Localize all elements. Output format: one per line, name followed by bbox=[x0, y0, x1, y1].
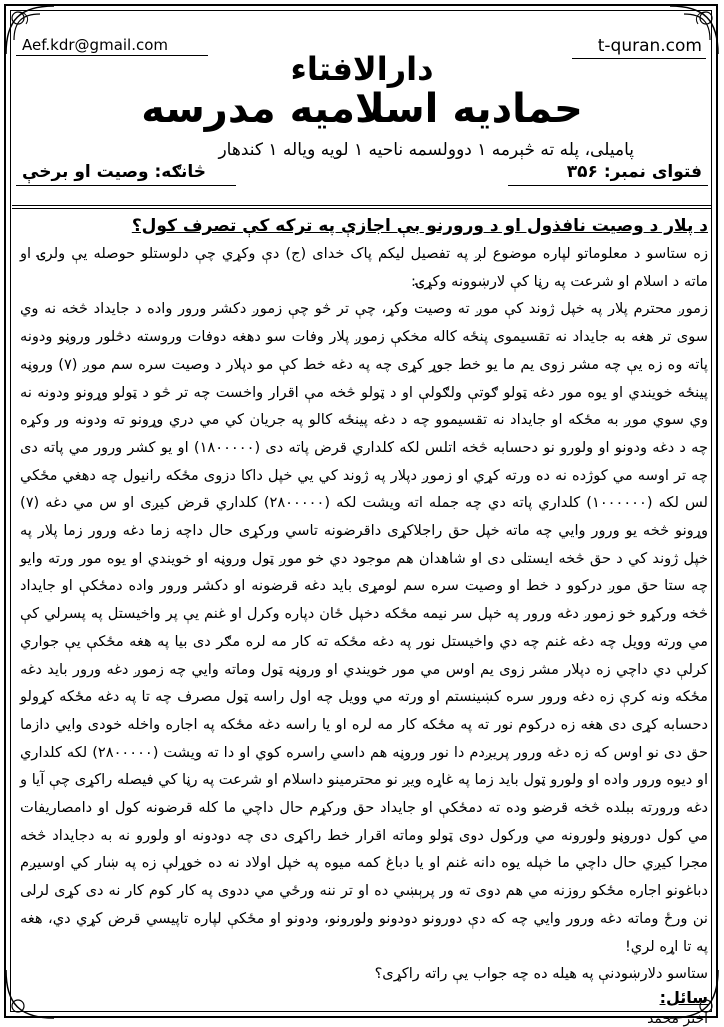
divider bbox=[16, 185, 236, 186]
contact-email[interactable]: Aef.kdr@gmail.com bbox=[22, 36, 169, 54]
fatwa-number: فتوای نمبر: ۳۵۶ bbox=[566, 162, 702, 182]
paragraph: زموږ محترم پلار په خپل ژوند کې موږ ته وصیت وکړ، چې تر څو چې زموږ دکشر ورور واده د جایداد څخه نه وي سوی تر هغه به جایداد نه تقسیموی پنځه کاله مخکې زموږ پلار وفات سو دهغه دوفات وروسته دڅلور وروڼو ودونه پاته وه زه یې چه مشر زوی یم ما یو خط جوړ کړی چه په دغه خط کې مو دپلار د وصیت سره سم موږ (۷) وروڼه پینځه خویندي او یوه مور دغه ټولو ګوتې ولګولې او د ټولو څخه مې اقرار واخست چه تر څو د ټولو وړونو ودونه نه وي سوي موږ به مځکه او جایداد نه تقسیموو چه د دغه پینځه کالو په جریان کي مي دري وړونو ته ودونه ور وکړه چه د دغه ودونو او ولورو نو دحسابه څخه اتلس لکه کلداري قرض پاته دی (۱۸۰۰۰۰۰) او یو کشر ورور مي پاته دی چه تر اوسه مي کوژده نه ده ورته کړي او زموږ دپلار په ژوند کي یي خپل داکا دزوی مځکه رانیول چه دهغي مځکي لس لکه (۱۰۰۰۰۰۰) کلداري پاته دي چه جمله اته ویشت لکه (۲۸۰۰۰۰۰) کلداري قرض کیږی او س مي دغه (۷) وړونو څخه یو ورور وایي چه ماته خپل حق راجلاکړی داقرضونه تاسي ورکړی حال داچه زما دغه ورور زما پلار په خپل ژوند کي د حق څخه ایستلی دی او شاهدان هم موجود دي خو موږ ټول وروڼه او خویندي او یوه مور ورته وایو چه ستا حق موږ درکوو د خط او وصیت سره سم لومړی باید دغه قرضونه او دکشر ورور واده دمځکې او جایداد څخه ورکړو خو زموږ دغه ورور په خپل سر نیمه مځکه دخپل ځان دپاره وکرل او غنم یې پر واخیستل په پسرلي کې مي ورته وویل چه دغه غنم چه دي واخیستل نور په دغه مځکه ته کار مه لره مګر دی بیا په هغه مځکې یې جواري کرلې دي داچي زه دپلار مشر زوی یم اوس مي مور خویندي او وروڼه ټول وماته وایي چه زموږ دغه ورور باید دغه مځکه ونه کرې زه دغه ورور سره کښینستم او ورته مي وویل چه اول راسه ټول مصرف چه تا په دغه مځکه کړولو دحسابه کړی دی هغه زه درکوم نور ته په مځکه کار مه لره او یا راسه دغه مځکه په اجاره واخله خودی وایي دازما حق دی نو اوس که زه دغه ورور پریږدم دا نور وروڼه هم داسي راسره کوي او دا ته ویشت (۲۸۰۰۰۰۰) لکه کلداري او دیوه ورور واده او ولورو ټول باید زما په غاړه ويږ نو محترمینو داسلام او شرعت په رڼا کي فیصله راکړی چې آیا و دغه ورورته ببلده څخه قرضو وده ته دمځکې او جایداد حق ورکړم حال داچي ما کله قرضونه کول او دامصاریفات مي کول دوروڼو ولورونه مي ورکول دوی ټولو وماته اقرار خط راکړی دی چه دودونه او ولورو نه به دجایداد څخه مجرا کیږي حال داچي ما خپله یوه دانه غنم او یا دباغ کمه میوه په خپل اولاد نه ده خوړلې زه په ښار کي اوسیږم دباغونو اجاره مځکو روزنه مي هم دوی ته ور پرېښي ده او تر ننه ورځي مي ددوی په کار کوم کار نه دی کړی لرلی نن ورځ وماته دغه ورور وایي چه که دې دورونو دودونو ولورونو، ودونو او مځکې لپاره تاپیسي قرض کړي دي، هغه په تا اړه لري! bbox=[20, 300, 709, 955]
paragraph: ستاسو دلارښودنې په هیله ده چه جواب یې راته راکړی؟ bbox=[374, 965, 708, 983]
header-divider bbox=[12, 205, 712, 206]
paragraph: زه ستاسو د معلوماتو لپاره موضوع لږ په تفصیل لیکم پاک خدای (ج) دې وکړي چې دلوستلو حوصله یې ولرۍ او ماته د اسلام او شرعت په رڼا کې لارښوونه وکړۍ: bbox=[20, 245, 708, 290]
section-label: څانګه: وصیت او برخې bbox=[22, 162, 207, 182]
asker-name: اختر محمد bbox=[647, 1010, 708, 1027]
divider bbox=[508, 185, 708, 186]
address: پامیلی، پله ته څېرمه ۱ دوولسمه ناحیه ۱ لویه ویاله ۱ کندهار bbox=[218, 140, 634, 160]
institution-title: دارالافتاء bbox=[290, 50, 434, 88]
header-divider bbox=[12, 208, 712, 209]
asker-label: سائل: bbox=[659, 987, 708, 1007]
question-title: د پلار د وصیت نافذول او د ورورنو بې اجازې په ترکه کې تصرف کول؟ bbox=[131, 216, 708, 236]
question-body bbox=[20, 214, 709, 1027]
institution-name: حمادیه اسلامیه مدرسه bbox=[141, 86, 583, 132]
website-link[interactable]: t-quran.com bbox=[597, 36, 702, 56]
